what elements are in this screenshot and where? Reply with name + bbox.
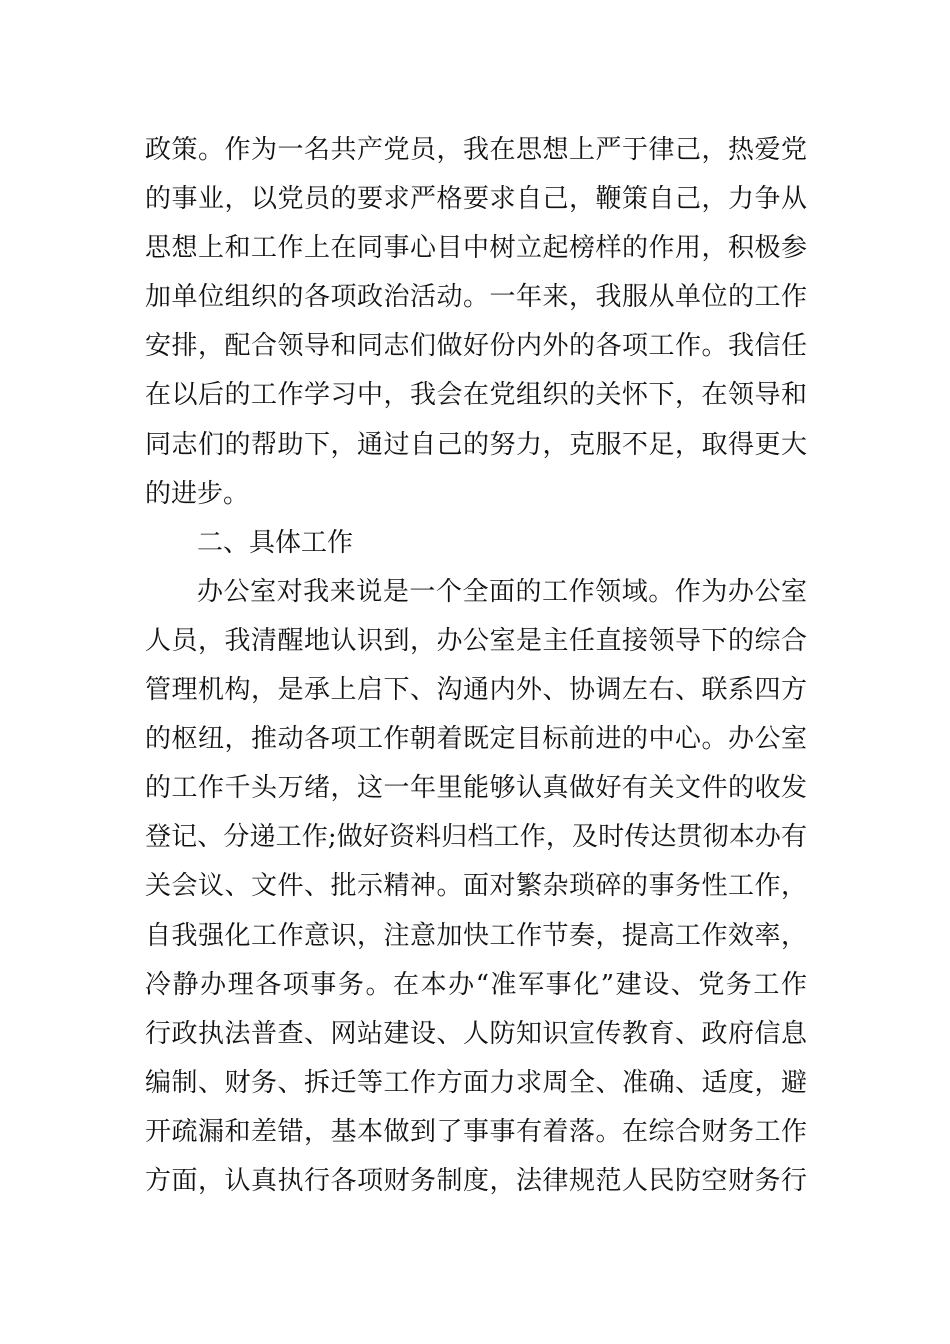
text-line: 的进步。 bbox=[145, 478, 250, 509]
text-line: 安排，配合领导和同志们做好份内外的各项工作。我信任 bbox=[145, 331, 807, 362]
text-line: 在以后的工作学习中，我会在党组织的关怀下，在领导和 bbox=[145, 380, 807, 411]
text-line: 政策。作为一名共产党员，我在思想上严于律己，热爱党 bbox=[145, 135, 807, 165]
document-page bbox=[145, 126, 807, 1206]
text-line: 行政执法普查、网站建设、人防知识宣传教育、政府信息 bbox=[145, 1018, 807, 1049]
text-line: 同志们的帮助下，通过自己的努力，克服不足，取得更大 bbox=[145, 429, 807, 460]
text-line: 的事业，以党员的要求严格要求自己，鞭策自己，力争从 bbox=[145, 184, 807, 215]
text-line: 方面，认真执行各项财务制度，法律规范人民防空财务行 bbox=[145, 1165, 807, 1196]
paragraph-office-work bbox=[145, 568, 807, 1206]
text-line: 登记、分递工作;做好资料归档工作，及时传达贯彻本办有 bbox=[145, 822, 807, 853]
text-line: 的枢纽，推动各项工作朝着既定目标前进的中心。办公室 bbox=[145, 724, 807, 755]
text-line: 冷静办理各项事务。在本办“准军事化”建设、党务工作 bbox=[145, 969, 807, 1000]
text-line: 的工作千头万绪，这一年里能够认真做好有关文件的收发 bbox=[145, 773, 807, 804]
text-line: 办公室对我来说是一个全面的工作领域。作为办公室 bbox=[197, 576, 807, 607]
section-heading-text: 二、具体工作 bbox=[197, 527, 354, 558]
text-line: 编制、财务、拆迁等工作方面力求周全、准确、适度，避 bbox=[145, 1067, 807, 1098]
text-line: 人员，我清醒地认识到，办公室是主任直接领导下的综合 bbox=[145, 625, 807, 656]
text-line: 自我强化工作意识，注意加快工作节奏，提高工作效率， bbox=[145, 920, 807, 951]
text-line: 思想上和工作上在同事心目中树立起榜样的作用，积极参 bbox=[145, 233, 807, 264]
text-line: 管理机构，是承上启下、沟通内外、协调左右、联系四方 bbox=[145, 675, 807, 706]
text-line: 开疏漏和差错，基本做到了事事有着落。在综合财务工作 bbox=[145, 1116, 807, 1147]
text-line: 加单位组织的各项政治活动。一年来，我服从单位的工作 bbox=[145, 282, 807, 313]
section-heading bbox=[145, 519, 807, 568]
paragraph-intro-continued bbox=[145, 126, 807, 519]
text-line: 关会议、文件、批示精神。面对繁杂琐碎的事务性工作， bbox=[145, 871, 807, 902]
